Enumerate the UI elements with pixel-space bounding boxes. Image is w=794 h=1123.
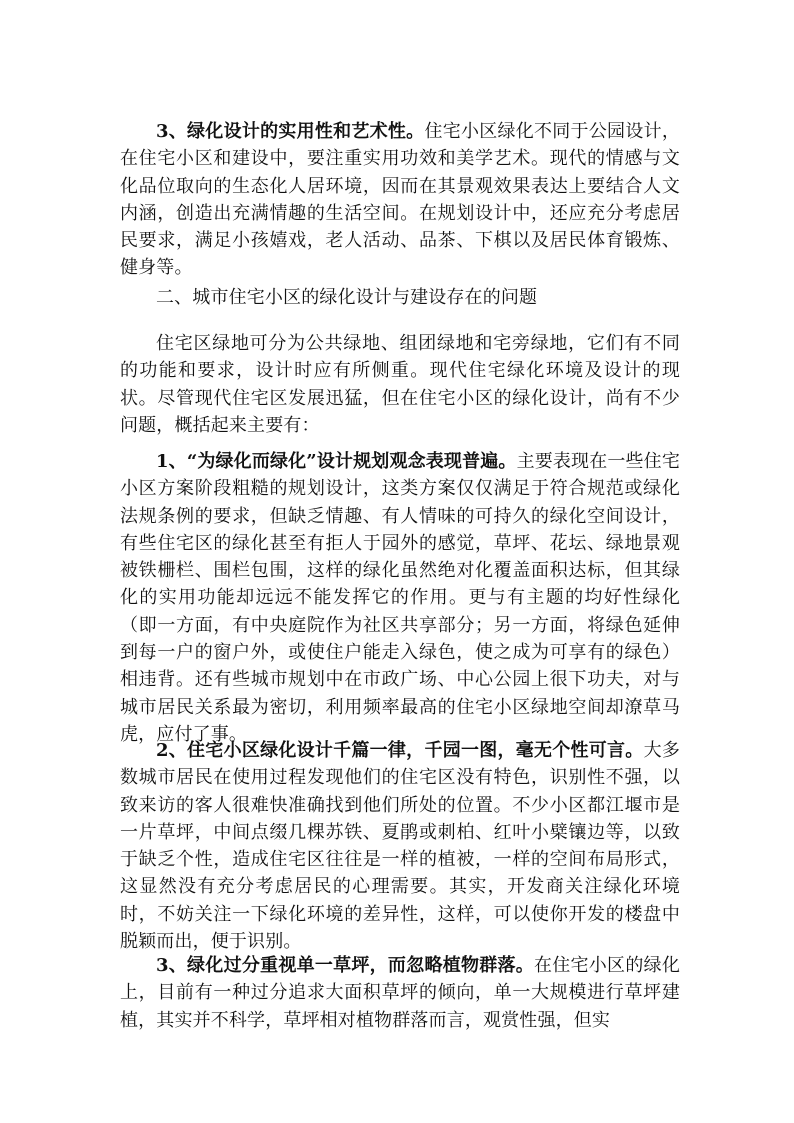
paragraph-body: 在住宅小区的绿化上，目前有一种过分追求大面积草坪的倾向，单一大规模进行草坪建植，其实并不科学，草坪相对植物群落而言，观赏性强，但实 xyxy=(120,955,680,1031)
paragraph-problem-3 xyxy=(120,952,680,1034)
paragraph-lead: 2、住宅小区绿化设计千篇一律，千园一图，毫无个性可言。 xyxy=(156,740,644,761)
paragraph-body: 主要表现在一些住宅小区方案阶段粗糙的规划设计，这类方案仅仅满足于符合规范或绿化法规条例的要求，但缺乏情趣、有人情味的可持久的绿化空间设计，有些住宅区的绿化甚至有拒人于园外的感觉，草坪、花坛、绿地景观被铁栅栏、围栏包围，这样的绿化虽然绝对化覆盖面积达标，但其绿化的实用功能却远远不能发挥它的作用。更与有主题的均好性绿化（即一方面，有中央庭院作为社区共享部分；另一方面，将绿色延伸到每一户的窗户外，或使住户能走入绿色，使之成为可享有的绿色）相违背。还有些城市规划中在市政广场、中心公园上很下功夫，对与城市居民关系最为密切，利用频率最高的住宅小区绿地空间却潦草马虎，应付了事。 xyxy=(120,451,680,745)
paragraph-practicality-art xyxy=(120,118,680,282)
paragraph-lead: 3、绿化过分重视单一草坪，而忽略植物群落。 xyxy=(156,955,535,976)
paragraph-lead: 3、绿化设计的实用性和艺术性。 xyxy=(156,121,425,142)
paragraph-problem-1 xyxy=(120,448,680,748)
paragraph-lead: 1、“为绿化而绿化”设计规划观念表现普遍。 xyxy=(156,451,517,472)
paragraph-body: 住宅区绿地可分为公共绿地、组团绿地和宅旁绿地，它们有不同的功能和要求，设计时应有所侧重。现代住宅绿化环境及设计的现状。尽管现代住宅区发展迅猛，但在住宅小区的绿化设计，尚有不少问题，概括起来主要有： xyxy=(120,333,680,436)
paragraph-problem-2 xyxy=(120,737,680,955)
paragraph-green-space-types xyxy=(120,330,680,439)
paragraph-body: 住宅小区绿化不同于公园设计，在住宅小区和建设中，要注重实用功效和美学艺术。现代的情感与文化品位取向的生态化人居环境，因而在其景观效果表达上要结合人文内涵，创造出充满情趣的生活空间。在规划设计中，还应充分考虑居民要求，满足小孩嬉戏，老人活动、品茶、下棋以及居民体育锻炼、健身等。 xyxy=(120,121,680,279)
section-heading xyxy=(120,284,680,311)
section-heading-text: 二、城市住宅小区的绿化设计与建设存在的问题 xyxy=(156,287,538,308)
paragraph-body: 大多数城市居民在使用过程发现他们的住宅区没有特色，识别性不强，以致来访的客人很难快准确找到他们所处的位置。不少小区都江堰市是一片草坪，中间点缀几棵苏铁、夏鹃或刺柏、红叶小檗镶边等，以致于缺乏个性，造成住宅区往往是一样的植被，一样的空间布局形式，这显然没有充分考虑居民的心理需要。其实，开发商关注绿化环境时，不妨关注一下绿化环境的差异性，这样，可以使你开发的楼盘中脱颖而出，便于识别。 xyxy=(120,740,680,953)
